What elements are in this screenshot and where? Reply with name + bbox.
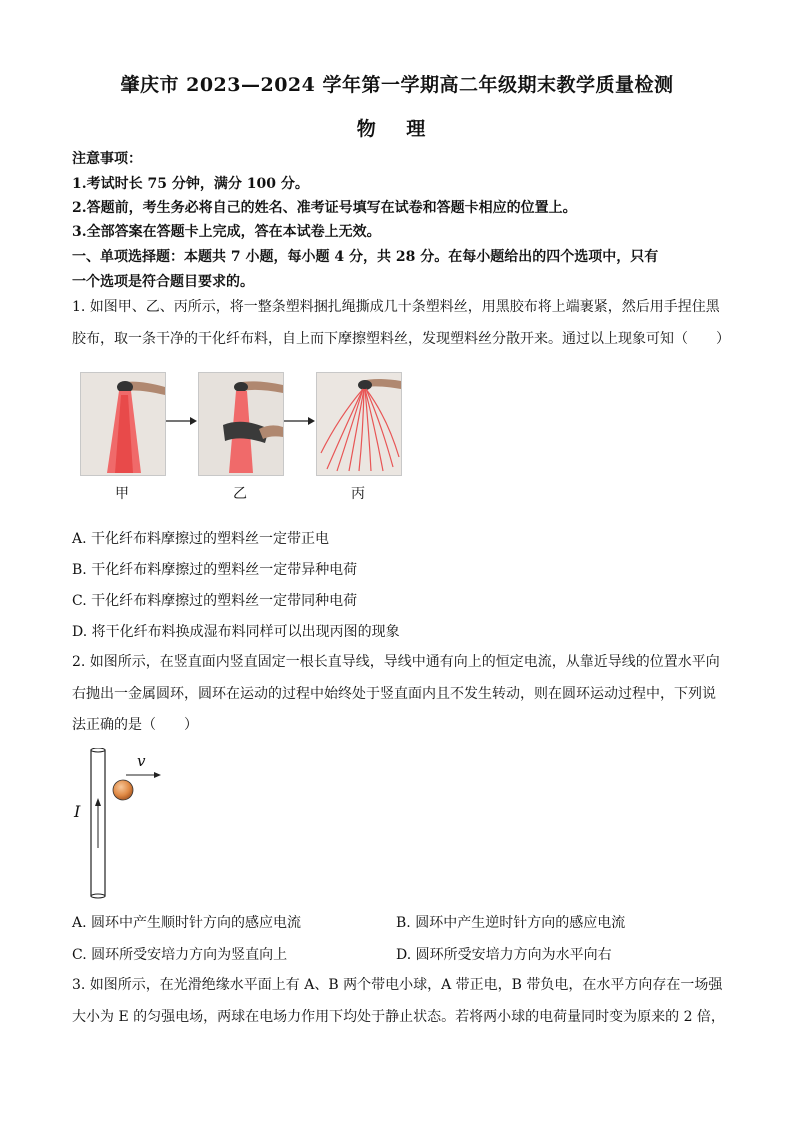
velocity-arrow-icon [154,772,161,778]
notes-heading: 注意事项： [72,151,142,167]
q1-option-a: A. 干化纤布料摩擦过的塑料丝一定带正电 [72,531,330,547]
note-item-2: 2.答题前，考生务必将自己的姓名、准考证号填写在试卷和答题卡相应的位置上。 [72,200,577,216]
caption-bing: 丙 [351,486,365,502]
q2-option-a: A. 圆环中产生顺时针方向的感应电流 [72,915,302,931]
note-item-3: 3.全部答案在答题卡上完成，答在本试卷上无效。 [72,224,381,240]
current-label: I [74,802,81,821]
photo-bing-drawing [317,373,401,475]
q1-stem-line-1: 1. 如图甲、乙、丙所示，将一整条塑料捆扎绳撕成几十条塑料丝，用黑胶布将上端裹紧，然后用手捏住黑 [72,299,720,315]
photo-jia-drawing [81,373,165,475]
q2-option-b: B. 圆环中产生逆时针方向的感应电流 [396,915,626,931]
section-heading-line-1: 一、单项选择题：本题共 7 小题，每小题 4 分，共 28 分。在每小题给出的四个选项中，只有 [72,249,659,265]
q1-stem-line-2: 胶布，取一条干净的干化纤布料，自上而下摩擦塑料丝，发现塑料丝分散开来。通过以上现象可知（ ） [72,331,730,347]
arrow-yi-to-bing [282,414,316,428]
q1-option-c: C. 干化纤布料摩擦过的塑料丝一定带同种电荷 [72,593,358,609]
photo-yi-drawing [199,373,283,475]
q2-stem-line-2: 右抛出一金属圆环，圆环在运动的过程中始终处于竖直面内且不发生转动，则在圆环运动过程中，下列说 [72,686,716,702]
caption-jia: 甲 [115,486,129,502]
caption-yi: 乙 [233,486,247,502]
q3-stem-line-1: 3. 如图所示，在光滑绝缘水平面上有 A、B 两个带电小球，A 带正电，B 带负电，在水平方向存在一场强 [72,977,723,993]
section-heading-line-2: 一个选项是符合题目要求的。 [72,274,254,290]
subject-title: 物 理 [356,118,438,140]
q2-option-d: D. 圆环所受安培力方向为水平向右 [396,947,612,963]
q3-stem-line-2: 大小为 E 的匀强电场，两球在电场力作用下均处于静止状态。若将两小球的电荷量同时变为原来的 2 倍， [72,1009,725,1025]
q1-option-d: D. 将干化纤布料换成湿布料同样可以出现丙图的现象 [72,624,400,640]
photo-bing [316,372,402,476]
q1-option-b: B. 干化纤布料摩擦过的塑料丝一定带异种电荷 [72,562,358,578]
q2-stem-line-3: 法正确的是（ ） [72,717,198,733]
metal-ring [113,780,133,800]
photo-jia [80,372,166,476]
exam-title: 肇庆市 2023—2024 学年第一学期高二年级期末教学质量检测 [120,74,674,96]
arrow-jia-to-yi [164,414,198,428]
q2-option-c: C. 圆环所受安培力方向为竖直向上 [72,947,288,963]
q2-wire-diagram [66,748,176,900]
note-item-1: 1.考试时长 75 分钟，满分 100 分。 [72,176,309,192]
photo-yi [198,372,284,476]
q2-stem-line-1: 2. 如图所示，在竖直面内竖直固定一根长直导线，导线中通有向上的恒定电流，从靠近导线的位置水平向 [72,654,720,670]
velocity-label: v [137,752,146,770]
